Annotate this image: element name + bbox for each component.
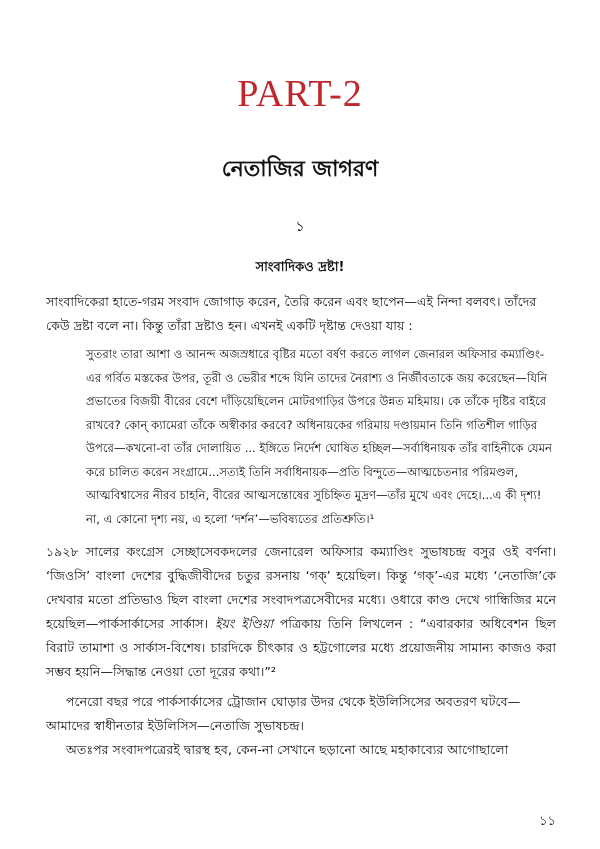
newspaper-title: ইয়ং ইণ্ডিয়া: [214, 616, 274, 631]
paragraph-intro: সাংবাদিকেরা হাতে-গরম সংবাদ জোগাড় করেন, তৈরি করেন এবং ছাপেন—এই নিন্দা বলবৎ। তাঁদের কেউ দ্রষ্টা বলে না। কিন্তু তাঁরা দ্রষ্টাও হন। এখনই একটি দৃষ্টান্ত দেওয়া যায় :: [46, 294, 537, 333]
section-number: ১: [295, 219, 305, 235]
block-quote: সুতরাং তারা আশা ও আনন্দ অজস্রধারে বৃষ্টির মতো বর্ষণ করতে লাগল জেনারল অফিসার কম্যাণ্ডিং-এর গর্বিত মস্তকের উপর, তূরী ও ভেরীর শব্দে যিনি তাদের নৈরাশ্য ও নির্জীবতাকে জয় করেছেন—যিনি প্রভাতের বিজয়ী বীরের বেশে দাঁড়িয়েছিলেন মোটরগাড়ির উপরে উন্নত মহিমায়। কে তাঁকে দৃষ্টির বাইরে রাখবে? কোন্ ক্যামেরা তাঁকে অস্বীকার করবে? অধিনায়কের গরিমায় দণ্ডায়মান তিনি গতিশীল গাড়ির উপরে—কখনো-বা তাঁর দোলায়িত ... ইঙ্গিতে নির্দেশ ঘোষিত হচ্ছিল—সর্বাধিনায়ক তাঁর বাহিনীকে যেমন করে চালিত করেন সংগ্রামে...সত্যই তিনি সর্বাধিনায়ক—প্রতি বিন্দুতে—আত্মচেতনার পরিমণ্ডল, আত্মবিশ্বাসের নীরব চাহনি, বীরের আত্মসন্তোষের সুচিহ্নিত মুদ্রণ—তাঁর মুখে এবং দেহে।...এ কী দৃশ্য! না, এ কোনো দৃশ্য নয়, এ হলো ‘দর্শন’—ভবিষ্যতের প্রতিশ্রুতি।¹: [86, 347, 552, 526]
paragraph-trojan: পনেরো বছর পরে পার্কসার্কাসের ট্রোজান ঘোড়ার উদর থেকে ইউলিসিসের অবতরণ ঘটবে—আমাদের স্বাধীনতার ইউলিসিস—নেতাজি সুভাষচন্দ্র।: [46, 694, 521, 733]
part-label: PART-2: [237, 73, 363, 115]
paragraph-context: [46, 540, 556, 684]
paragraph-newspapers: অতঃপর সংবাদপত্রেরই দ্বারস্থ হব, কেন-না সেখানে ছড়ানো আছে মহাকাব্যের আগোছালো: [66, 742, 509, 757]
paragraph-context-b: পত্রিকায় তিনি লিখলেন : “এবারকার অধিবেশন ছিল বিরাট তামাশা ও সার্কাস-বিশেষ। চারদিকে চীৎকার ও হট্টগোলের মধ্যে প্রয়োজনীয় সামান্য কাজও করা সম্ভব হয়নি—সিদ্ধান্ত নেওয়া তো দূরের কথা।”²: [46, 616, 556, 679]
chapter-title: নেতাজির জাগরণ: [221, 157, 379, 182]
page-number: ১১: [539, 814, 556, 829]
section-heading: সাংবাদিকও দ্রষ্টা!: [255, 260, 345, 275]
paragraph-context-a: ১৯২৮ সালের কংগ্রেস সেচ্ছাসেবকদলের জেনারেল অফিসার কম্যাণ্ডিং সুভাষচন্দ্র বসুর ওই বর্ণনা। ‘জিওসি’ বাংলা দেশের বুদ্ধিজীবীদের চতুর রসনায় ‘গক্’ হয়েছিল। কিন্তু ‘গক্’-এর মধ্যে ‘নেতাজি’কে দেখবার মতো প্রতিভাও ছিল বাংলা দেশের সংবাদপত্রসেবীদের মধ্যে। ওধারে কাণ্ড দেখে গান্ধিজির মনে হয়েছিল—পার্কসার্কাসের সার্কাস।: [46, 544, 556, 631]
